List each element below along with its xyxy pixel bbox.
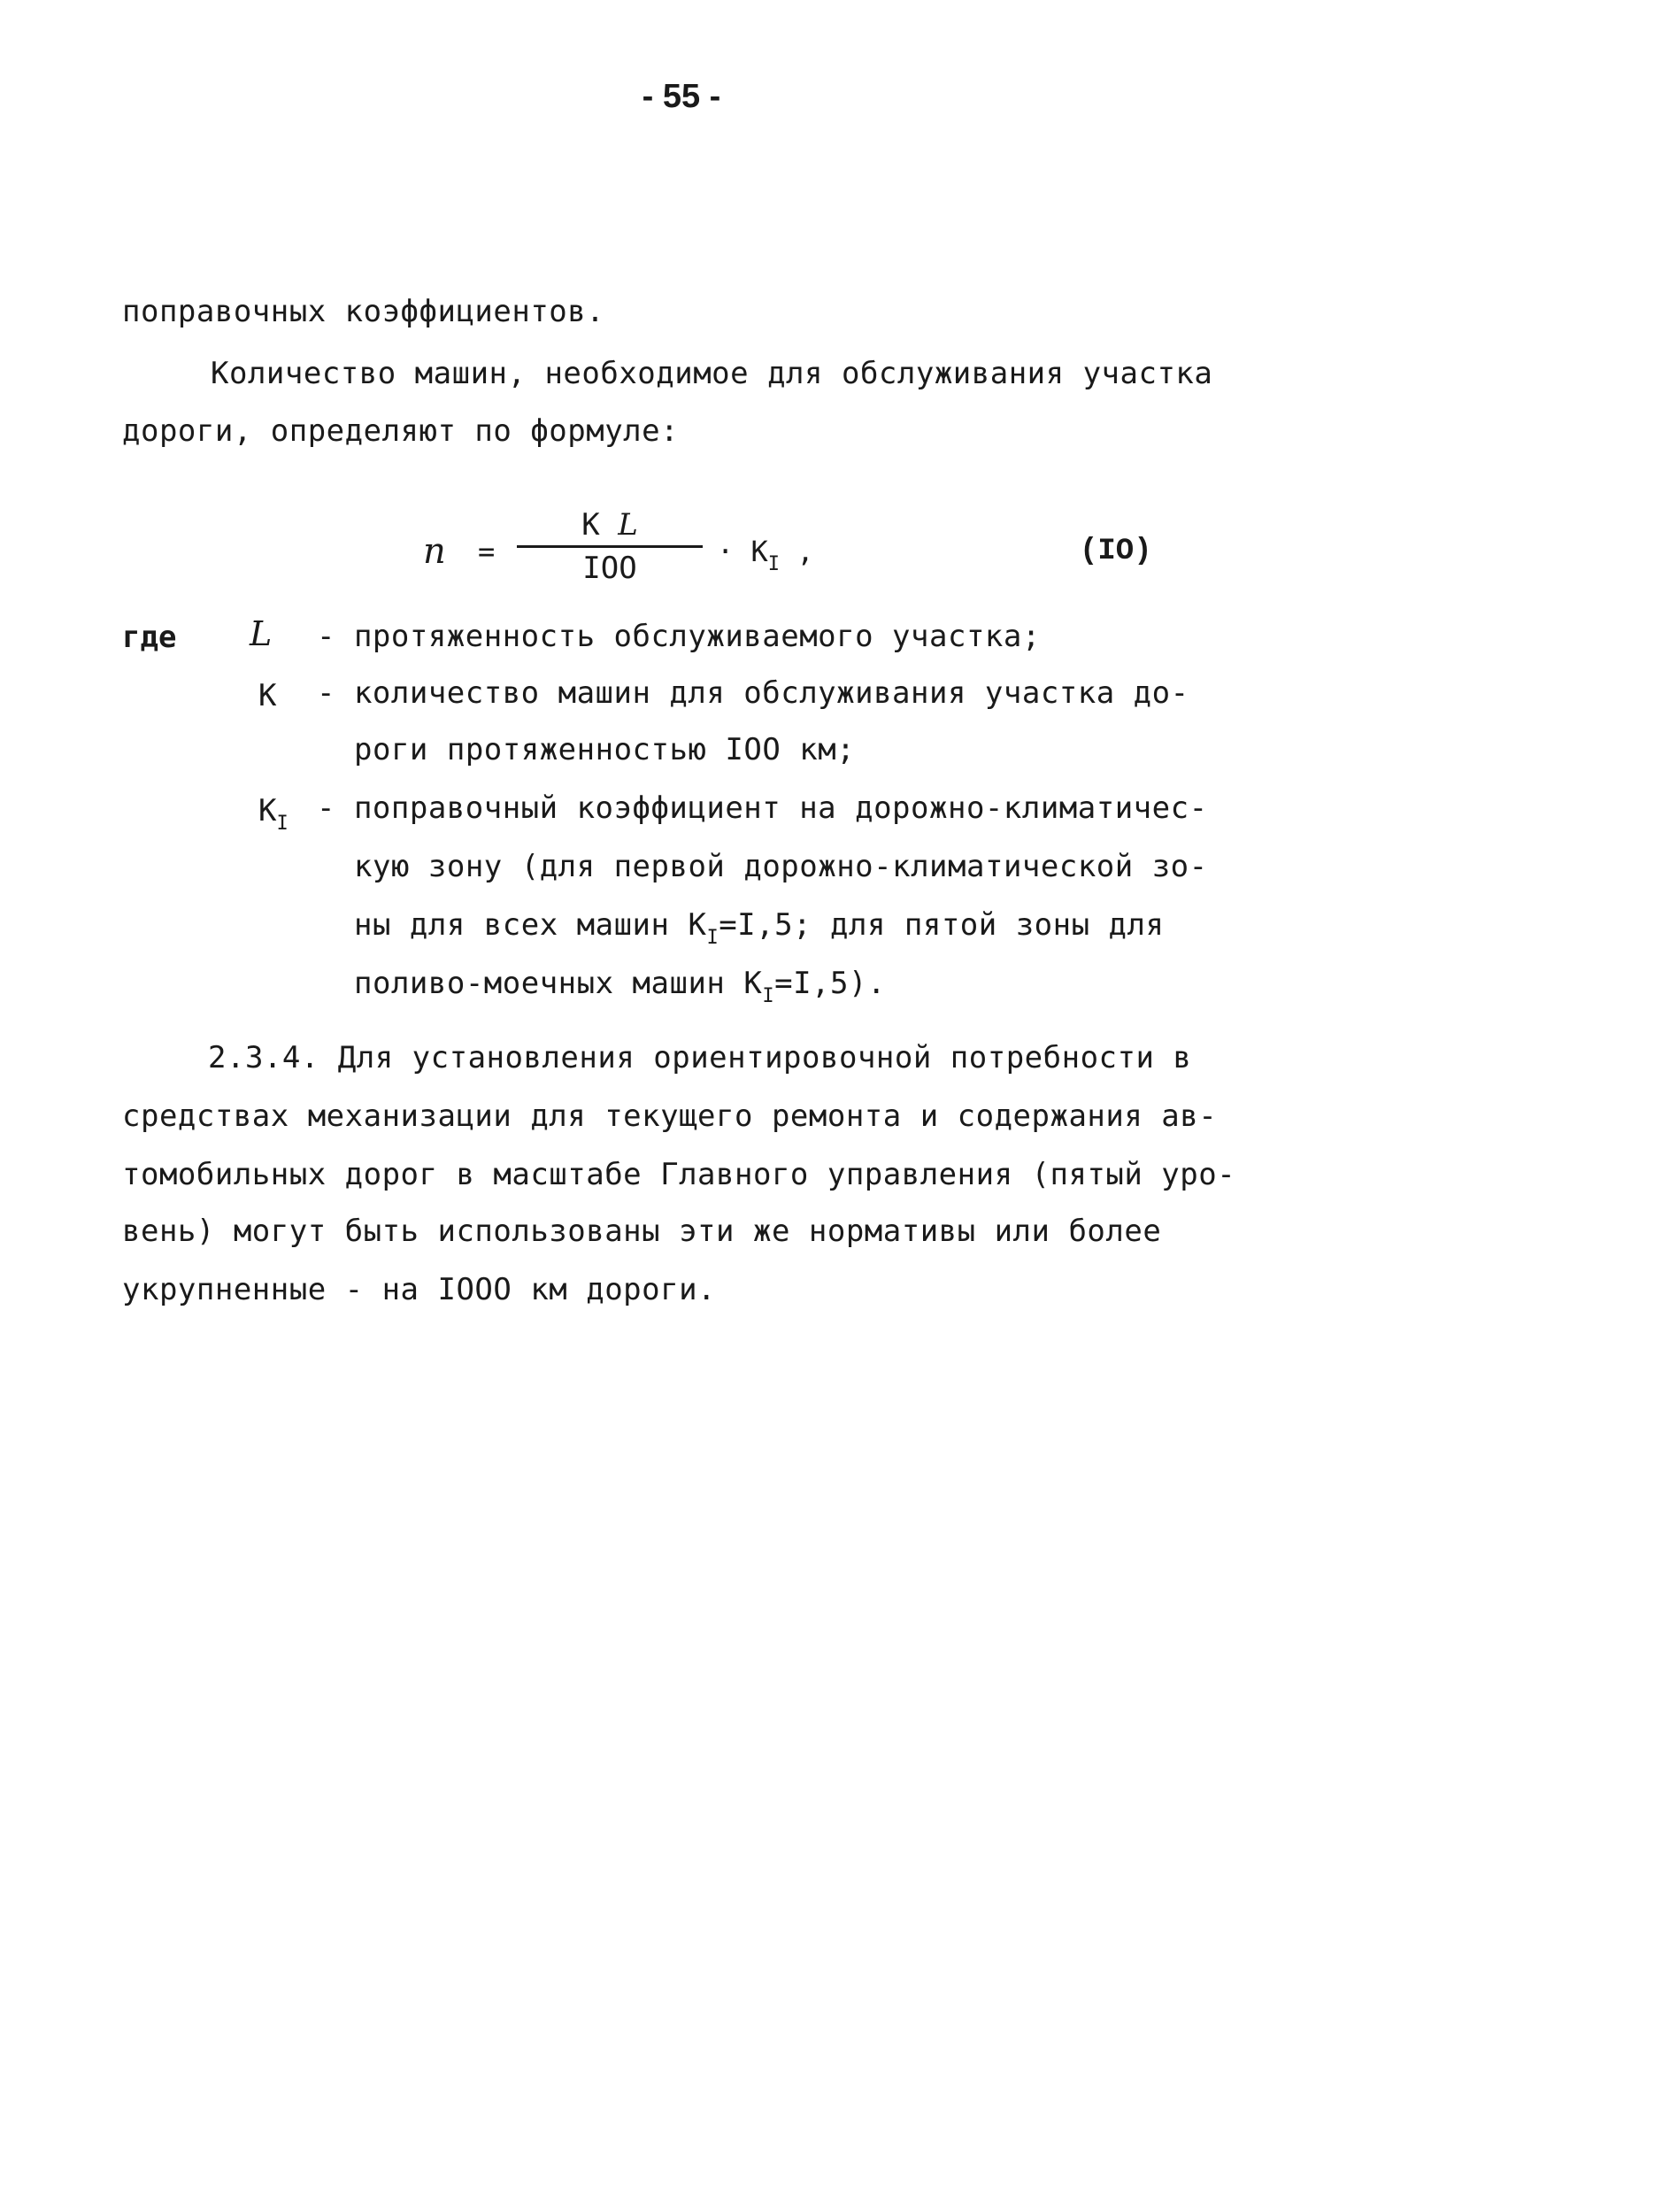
formula-lhs: n bbox=[423, 531, 446, 572]
formula bbox=[416, 505, 1168, 602]
definition-text: поливо-моечных машин К bbox=[354, 966, 763, 1001]
def-symbol-k1-sub: I bbox=[276, 813, 289, 835]
formula-multiplier bbox=[717, 535, 814, 575]
formula-comma: , bbox=[796, 535, 814, 568]
definition-line: - количество машин для обслуживания участка до- bbox=[317, 675, 1189, 711]
section-line: 2.3.4. Для установления ориентировочной потребности в bbox=[208, 1040, 1192, 1075]
def-symbol-k1 bbox=[258, 793, 289, 835]
paragraph-line: дороги, определяют по формуле: bbox=[122, 413, 680, 449]
formula-number: (IO) bbox=[1080, 535, 1152, 568]
definition-line bbox=[354, 966, 886, 1007]
def-symbol-l: L bbox=[250, 614, 273, 653]
definition-subscript: I bbox=[706, 927, 719, 949]
definition-text: =I,5). bbox=[774, 966, 886, 1001]
definition-text: =I,5; для пятой зоны для bbox=[719, 907, 1165, 943]
page-number: - 55 - bbox=[642, 78, 721, 115]
paragraph-line: поправочных коэффициентов. bbox=[122, 294, 605, 329]
formula-equals: = bbox=[478, 535, 496, 568]
definition-line: - протяженность обслуживаемого участка; bbox=[317, 619, 1041, 654]
definition-subscript: I bbox=[762, 985, 775, 1007]
section-line: вень) могут быть использованы эти же нормативы или более bbox=[122, 1214, 1162, 1249]
def-symbol-k: К bbox=[258, 678, 277, 713]
section-line: средствах механизации для текущего ремонта и содержания ав- bbox=[122, 1098, 1218, 1134]
formula-numerator bbox=[515, 505, 704, 545]
definition-text: ны для всех машин К bbox=[354, 907, 707, 943]
definition-line: роги протяженностью IOO км; bbox=[354, 732, 856, 767]
where-label: где bbox=[122, 620, 177, 655]
numerator-k: К bbox=[581, 507, 600, 543]
formula-fraction bbox=[515, 505, 704, 589]
paragraph-line: Количество машин, необходимое для обслуживания участка bbox=[211, 356, 1213, 391]
multiplier-subscript: I bbox=[767, 553, 781, 575]
definition-line bbox=[354, 907, 1165, 949]
def-symbol-k1-base: К bbox=[258, 793, 277, 829]
section-line: томобильных дорог в масштабе Главного управления (пятый уро- bbox=[122, 1157, 1236, 1192]
section-line: укрупненные - на IOOO км дороги. bbox=[122, 1272, 717, 1307]
multiplier-symbol: · К bbox=[717, 535, 768, 568]
formula-denominator: IOO bbox=[582, 551, 637, 586]
numerator-l: L bbox=[618, 507, 638, 543]
definition-line: кую зону (для первой дорожно-климатической зо- bbox=[354, 849, 1208, 884]
definition-line: - поправочный коэффициент на дорожно-климатичес- bbox=[317, 790, 1208, 826]
